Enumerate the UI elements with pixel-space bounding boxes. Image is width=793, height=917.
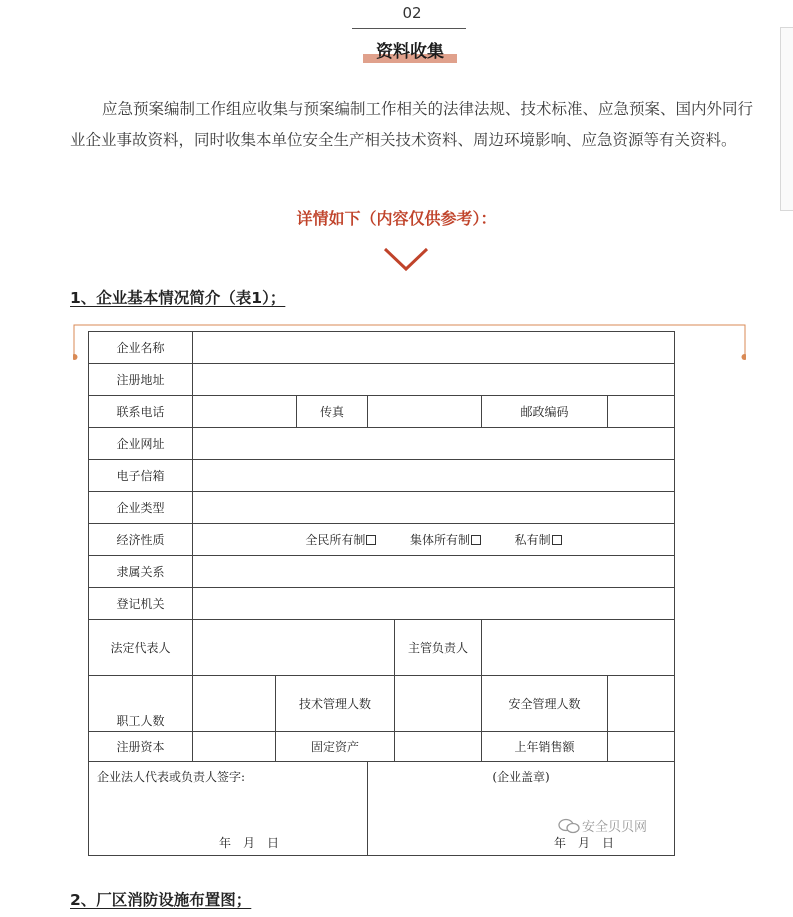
company-info-table (88, 331, 675, 856)
label-economic-nature: 经济性质 (89, 524, 193, 556)
field-affiliation[interactable] (193, 556, 675, 588)
field-company-type[interactable] (193, 492, 675, 524)
field-address[interactable] (193, 364, 675, 396)
field-postcode[interactable] (608, 396, 675, 428)
section-number-underline (352, 28, 466, 29)
signature-date: 年 月 日 (219, 836, 280, 850)
field-last-year-sales[interactable] (608, 732, 675, 762)
seal-label: (企业盖章) (492, 770, 550, 784)
checkbox-private[interactable] (552, 535, 562, 545)
item1-title: 1、企业基本情况简介（表1）； (70, 289, 286, 307)
label-affiliation: 隶属关系 (89, 556, 193, 588)
intro-paragraph: 应急预案编制工作组应收集与预案编制工作相关的法律法规、技术标准、应急预案、国内外同行业企业事故资料，同时收集本单位安全生产相关技术资料、周边环境影响、应急资源等有关资料。 (70, 100, 754, 149)
option-state-owned: 全民所有制 (305, 533, 366, 547)
field-email[interactable] (193, 460, 675, 492)
wechat-icon (558, 818, 580, 834)
label-email: 电子信箱 (89, 460, 193, 492)
seal-cell[interactable] (368, 762, 675, 856)
field-fixed-assets[interactable] (395, 732, 482, 762)
label-registered-capital: 注册资本 (89, 732, 193, 762)
chevron-down-icon (383, 246, 429, 272)
field-manager[interactable] (482, 620, 675, 676)
item2-title: 2、厂区消防设施布置图； (70, 891, 252, 909)
watermark-text: 安全贝贝网 (582, 819, 648, 834)
field-safety-managers[interactable] (608, 676, 675, 732)
field-website[interactable] (193, 428, 675, 460)
label-phone: 联系电话 (89, 396, 193, 428)
section-number: 02 (402, 4, 422, 22)
option-private: 私有制 (514, 533, 551, 547)
label-fixed-assets: 固定资产 (276, 732, 395, 762)
field-legal-rep[interactable] (193, 620, 395, 676)
field-tech-managers[interactable] (395, 676, 482, 732)
label-registration-authority: 登记机关 (89, 588, 193, 620)
label-employees: 职工人数 (89, 676, 193, 732)
scrollbar-track[interactable] (780, 27, 793, 211)
seal-date: 年 月 日 (554, 836, 615, 850)
label-legal-rep: 法定代表人 (89, 620, 193, 676)
field-registration-authority[interactable] (193, 588, 675, 620)
signature-label: 企业法人代表或负责人签字: (97, 770, 246, 784)
label-postcode: 邮政编码 (482, 396, 608, 428)
field-phone[interactable] (193, 396, 297, 428)
label-tech-managers: 技术管理人数 (276, 676, 395, 732)
detail-heading: 详情如下（内容仅供参考）： (296, 209, 497, 228)
option-collective: 集体所有制 (410, 533, 471, 547)
field-company-name[interactable] (193, 332, 675, 364)
checkbox-collective[interactable] (471, 535, 481, 545)
field-employees[interactable] (193, 676, 276, 732)
field-registered-capital[interactable] (193, 732, 276, 762)
section-title-wrap (360, 37, 460, 67)
label-company-name: 企业名称 (89, 332, 193, 364)
checkbox-state-owned[interactable] (366, 535, 376, 545)
label-company-type: 企业类型 (89, 492, 193, 524)
label-last-year-sales: 上年销售额 (482, 732, 608, 762)
label-manager: 主管负责人 (395, 620, 482, 676)
signature-cell[interactable] (89, 762, 368, 856)
section-title: 资料收集 (376, 42, 444, 62)
watermark (558, 816, 647, 835)
label-safety-managers: 安全管理人数 (482, 676, 608, 732)
label-fax: 传真 (297, 396, 368, 428)
label-website: 企业网址 (89, 428, 193, 460)
economic-nature-options (193, 524, 675, 556)
label-address: 注册地址 (89, 364, 193, 396)
field-fax[interactable] (368, 396, 482, 428)
